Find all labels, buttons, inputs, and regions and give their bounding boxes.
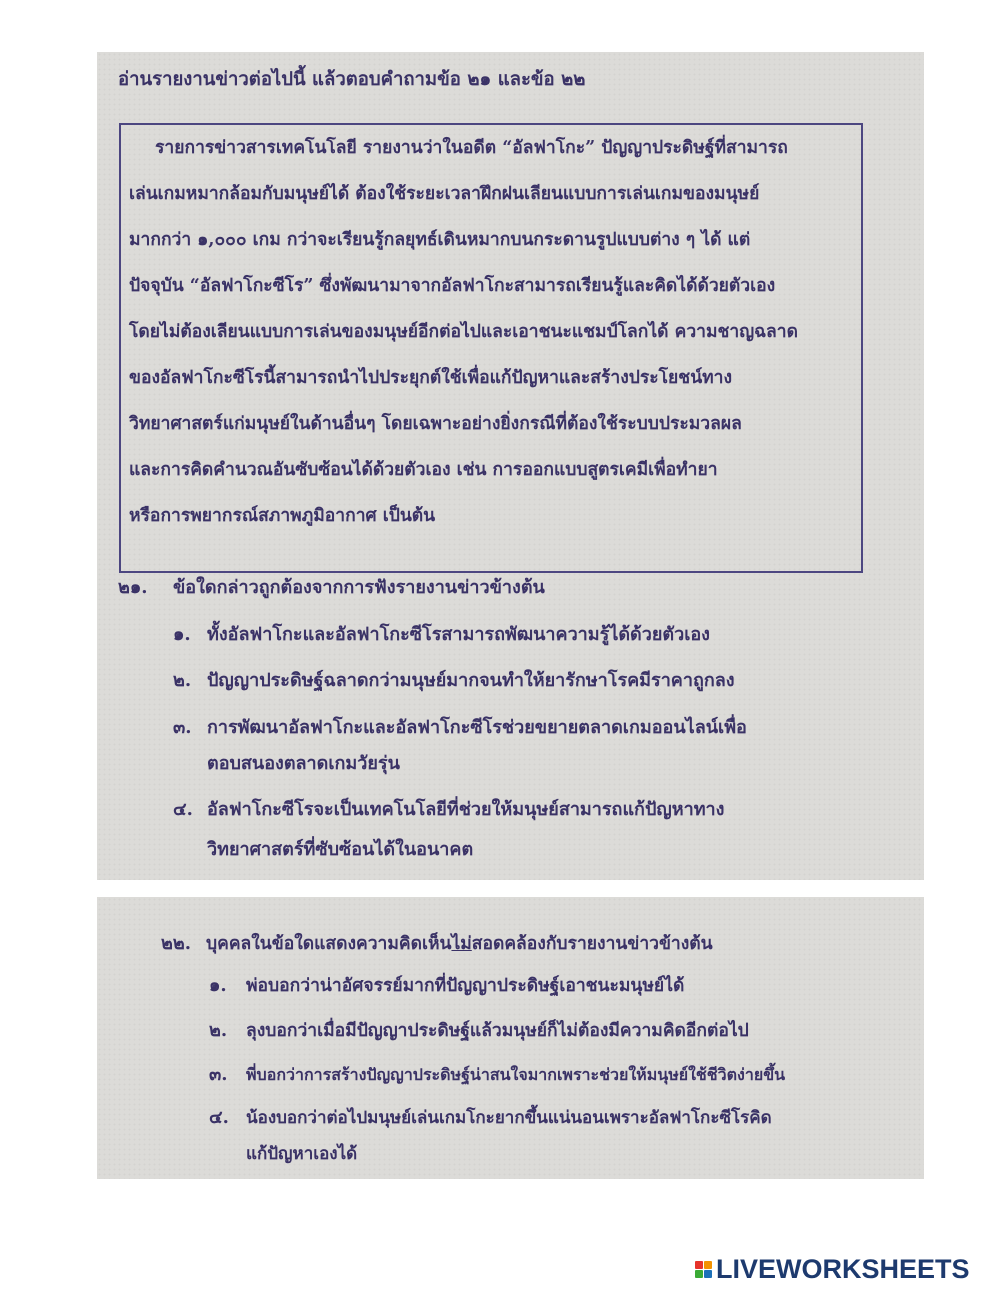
question-number: ๒๒.: [161, 933, 191, 954]
question-text: บุคคลในข้อใดแสดงความคิดเห็นไม่สอดคล้องกับรายงานข่าวข้างต้น: [206, 934, 713, 954]
scan-top-section: [97, 52, 924, 880]
liveworksheets-logo[interactable]: [695, 1252, 970, 1286]
logo-tile: [695, 1270, 703, 1278]
option-text: พี่บอกว่าการสร้างปัญญาประดิษฐ์น่าสนใจมากเพราะช่วยให้มนุษย์ใช้ชีวิตง่ายขึ้น: [246, 1065, 786, 1084]
scan-bottom-section: [97, 897, 924, 1179]
option-text: ปัญญาประดิษฐ์ฉลาดกว่ามนุษย์มากจนทำให้ยารักษาโรคมีราคาถูกลง: [207, 670, 735, 691]
option-number: ๒.: [173, 670, 192, 691]
instruction-text: อ่านรายงานข่าวต่อไปนี้ แล้วตอบคำถามข้อ ๒๑ และข้อ ๒๒: [118, 69, 586, 90]
option-number: ๔.: [209, 1107, 229, 1128]
passage-line: วิทยาศาสตร์แก่มนุษย์ในด้านอื่นๆ โดยเฉพาะอย่างยิ่งกรณีที่ต้องใช้ระบบประมวลผล: [129, 414, 742, 434]
passage-line: ปัจจุบัน “อัลฟาโกะซีโร” ซึ่งพัฒนามาจากอัลฟาโกะสามารถเรียนรู้และคิดได้ด้วยตัวเอง: [129, 276, 776, 296]
passage-line: ของอัลฟาโกะซีโรนี้สามารถนำไปประยุกต์ใช้เพื่อแก้ปัญหาและสร้างประโยชน์ทาง: [129, 368, 733, 388]
question-text: ข้อใดกล่าวถูกต้องจากการฟังรายงานข่าวข้างต้น: [173, 577, 545, 598]
logo-text: LIVEWORKSHEETS: [716, 1253, 970, 1284]
passage-line: และการคิดคำนวณอันซับซ้อนได้ด้วยตัวเอง เช่น การออกแบบสูตรเคมีเพื่อทำยา: [129, 460, 718, 480]
option-number: ๔.: [173, 799, 193, 820]
logo-tiles-icon: [695, 1261, 712, 1278]
option-text: ลุงบอกว่าเมื่อมีปัญญาประดิษฐ์แล้วมนุษย์ก็ไม่ต้องมีความคิดอีกต่อไป: [246, 1021, 749, 1041]
logo-tile: [704, 1261, 712, 1269]
passage-line: หรือการพยากรณ์สภาพภูมิอากาศ เป็นต้น: [129, 506, 436, 526]
option-text: วิทยาศาสตร์ที่ซับซ้อนได้ในอนาคต: [207, 839, 474, 860]
option-text: ทั้งอัลฟาโกะและอัลฟาโกะซีโรสามารถพัฒนาความรู้ได้ด้วยตัวเอง: [207, 624, 710, 645]
logo-tile: [704, 1270, 712, 1278]
underlined-word: ไม่: [451, 934, 472, 954]
passage-line: เล่นเกมหมากล้อมกับมนุษย์ได้ ต้องใช้ระยะเวลาฝึกฝนเลียนแบบการเล่นเกมของมนุษย์: [129, 184, 760, 204]
option-number: ๒.: [209, 1020, 228, 1041]
option-text: การพัฒนาอัลฟาโกะและอัลฟาโกะซีโรช่วยขยายตลาดเกมออนไลน์เพื่อ: [207, 717, 747, 738]
passage-line: มากกว่า ๑,๐๐๐ เกม กว่าจะเรียนรู้กลยุทธ์เดินหมากบนกระดานรูปแบบต่าง ๆ ได้ แต่: [129, 230, 751, 250]
passage-line: โดยไม่ต้องเลียนแบบการเล่นของมนุษย์อีกต่อไปและเอาชนะแชมป์โลกได้ ความชาญฉลาด: [129, 322, 798, 342]
option-number: ๑.: [209, 975, 227, 996]
option-number: ๓.: [209, 1064, 228, 1085]
option-number: ๑.: [173, 624, 191, 645]
option-text: แก้ปัญหาเองได้: [246, 1144, 358, 1164]
option-text: อัลฟาโกะซีโรจะเป็นเทคโนโลยีที่ช่วยให้มนุษย์สามารถแก้ปัญหาทาง: [207, 799, 725, 820]
passage-line: รายการข่าวสารเทคโนโลยี รายงานว่าในอดีต “อัลฟาโกะ” ปัญญาประดิษฐ์ที่สามารถ: [155, 138, 788, 158]
option-text: พ่อบอกว่าน่าอัศจรรย์มากที่ปัญญาประดิษฐ์เอาชนะมนุษย์ได้: [246, 976, 685, 996]
option-number: ๓.: [173, 717, 192, 738]
question-number: ๒๑.: [118, 577, 148, 598]
logo-tile: [695, 1261, 703, 1269]
option-text: ตอบสนองตลาดเกมวัยรุ่น: [207, 753, 400, 774]
news-passage-box: [119, 123, 863, 573]
option-text: น้องบอกว่าต่อไปมนุษย์เล่นเกมโกะยากขึ้นแน่นอนเพราะอัลฟาโกะซีโรคิด: [246, 1108, 772, 1128]
